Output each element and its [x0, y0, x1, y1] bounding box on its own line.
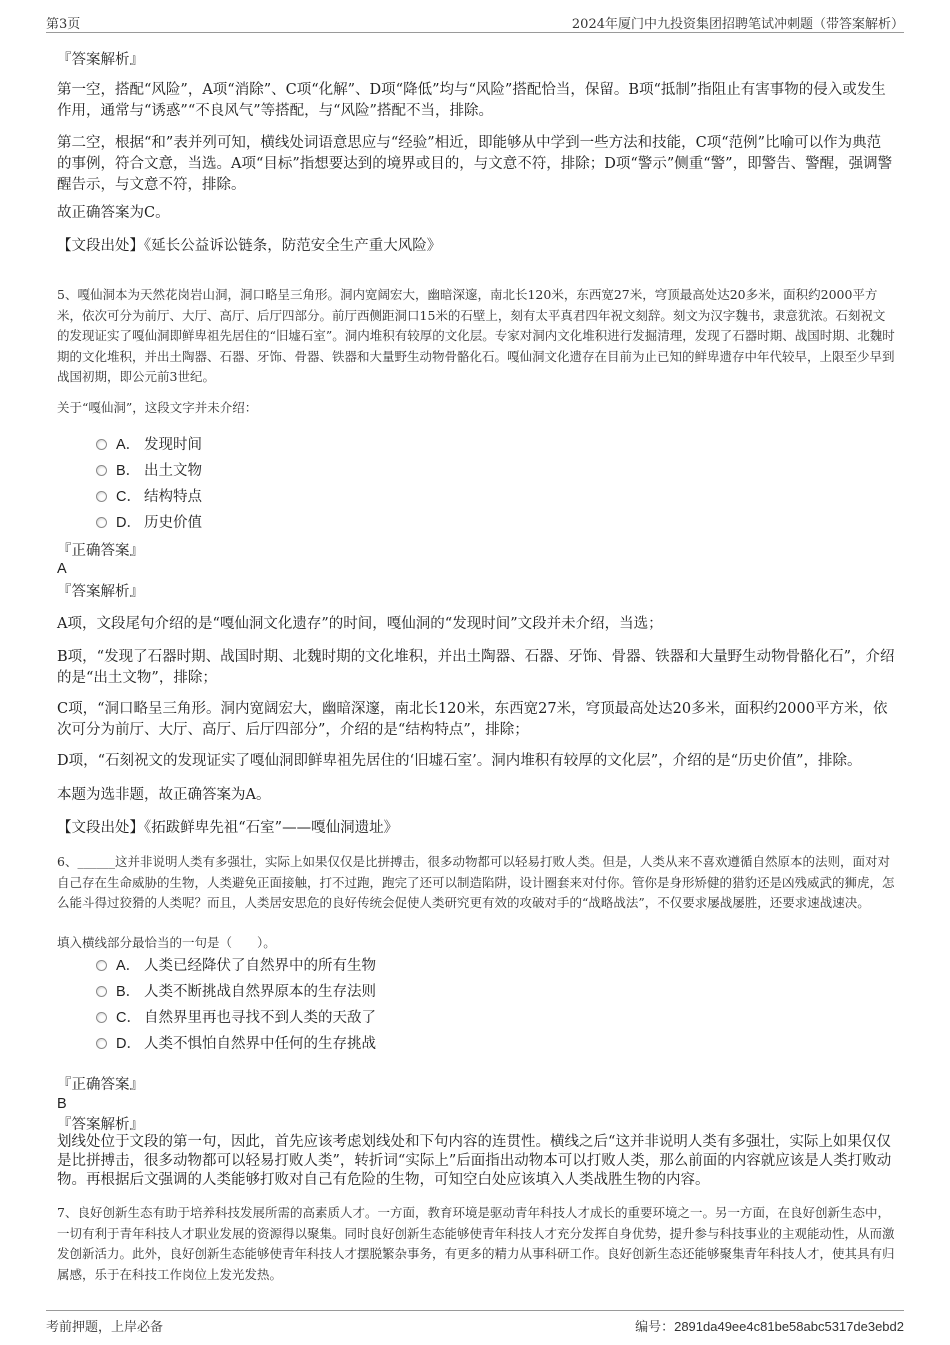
- q5-prompt: 关于“嘎仙洞”，这段文字并未介绍：: [57, 400, 258, 415]
- q6-option-b[interactable]: [96, 981, 376, 1003]
- option-text: 人类已经降伏了自然界中的所有生物: [144, 958, 376, 974]
- option-letter: C．: [116, 489, 141, 505]
- radio-icon[interactable]: [96, 960, 107, 971]
- q5-correct-answer: A: [57, 561, 67, 577]
- radio-icon[interactable]: [96, 1038, 107, 1049]
- document-id: 编号：2891da49ee4c81be58abc5317de3ebd2: [635, 1319, 904, 1334]
- footer-slogan: 考前押题，上岸必备: [46, 1320, 164, 1335]
- page-header: [46, 12, 904, 33]
- q4-analysis-para-2: 第二空，根据“和”表并列可知，横线处词语意思应与“经验”相近，即能够从中学到一些方法和技能，C项“范例”比喻可以作为典范的事例，符合文意，当选。A项“目标”指想要达到的境界或目的，与文意不符，排除；D项“警示”侧重“警”，即警告、警醒，强调警醒告示，与文意不符，排除。: [57, 135, 893, 193]
- q5-correct-label: 『正确答案』: [57, 543, 144, 559]
- radio-icon[interactable]: [96, 1012, 107, 1023]
- q5-option-c[interactable]: [96, 486, 202, 508]
- q6-option-a[interactable]: [96, 955, 376, 977]
- q4-analysis-para-1: 第一空，搭配“风险”，A项“消除”、C项“化解”、D项“降低”均与“风险”搭配恰当，保留。B项“抵制”指阻止有害事物的侵入或发生作用，通常与“诱惑”“不良风气”等搭配，与“风险”搭配不当，排除。: [57, 82, 886, 119]
- q6-option-d[interactable]: [96, 1033, 376, 1055]
- radio-icon[interactable]: [96, 517, 107, 528]
- option-letter: A．: [116, 958, 141, 974]
- q6-prompt: 填入横线部分最恰当的一句是（ ）。: [57, 935, 276, 950]
- document-title: 2024年厦门中九投资集团招聘笔试冲刺题（带答案解析）: [571, 17, 904, 32]
- radio-icon[interactable]: [96, 491, 107, 502]
- option-text: 历史价值: [144, 515, 202, 531]
- option-text: 出土文物: [144, 463, 202, 479]
- q5-analysis-d: D项，“石刻祝文的发现证实了嘎仙洞即鲜卑祖先居住的‘旧墟石室’。洞内堆积有较厚的文化层”，介绍的是“历史价值”，排除。: [57, 753, 862, 769]
- option-letter: A．: [116, 437, 141, 453]
- q4-analysis-label: 『答案解析』: [57, 52, 144, 68]
- q6-correct-label: 『正确答案』: [57, 1077, 144, 1093]
- q6-analysis: 划线处位于文段的第一句，因此，首先应该考虑划线处和下句内容的连贯性。横线之后“这并非说明人类有多强壮，实际上如果仅仅是比拼搏击，很多动物都可以轻易打败人类”，转折词“实际上”后面指出动物本可以打败人类，那么前面的内容就应该是人类打败动物。再根据后文强调的人类能够打败对自己有危险的生物，可知空白处应该填入人类战胜生物的内容。: [57, 1134, 892, 1188]
- q6-analysis-label: 『答案解析』: [57, 1117, 144, 1133]
- option-letter: B．: [116, 463, 141, 479]
- option-letter: D．: [116, 515, 141, 531]
- q5-stem: 5、嘎仙洞本为天然花岗岩山洞，洞口略呈三角形。洞内宽阔宏大，幽暗深邃，南北长120米，东西宽27米，穹顶最高处达20多米，面积约2000平方米，依次可分为前厅、大厅、高厅、后厅四部分。前厅西侧距洞口15米的石壁上，刻有太平真君四年祝文刻辞。刻文为汉字魏书，隶意犹浓。石刻祝文的发现证实了嘎仙洞即鲜卑祖先居住的“旧墟石室”。洞内堆积有较厚的文化层。专家对洞内文化堆积进行发掘清理，发现了石器时期、战国时期、北魏时期的文化堆积，并出土陶器、石器、牙饰、骨器、铁器和大量野生动物骨骼化石。嘎仙洞文化遗存在目前为止已知的鲜卑遗存中年代较早，上限至少早到战国初期，即公元前3世纪。: [57, 287, 895, 384]
- option-letter: D．: [116, 1036, 141, 1052]
- option-letter: B．: [116, 984, 141, 1000]
- radio-icon[interactable]: [96, 986, 107, 997]
- q6-correct-answer: B: [57, 1096, 67, 1112]
- q5-conclusion: 本题为选非题，故正确答案为A。: [57, 787, 271, 803]
- radio-icon[interactable]: [96, 439, 107, 450]
- q6-option-c[interactable]: [96, 1007, 376, 1029]
- q7-stem: 7、良好创新生态有助于培养科技发展所需的高素质人才。一方面，教育环境是驱动青年科技人才成长的重要环境之一。另一方面，在良好创新生态中，一切有利于青年科技人才职业发展的资源得以聚集。同时良好创新生态能够使青年科技人才充分发挥自身优势，提升参与科技事业的主观能动性，从而激发创新活力。此外，良好创新生态能够使青年科技人才摆脱繁杂事务，有更多的精力从事科研工作。良好创新生态还能够聚集青年科技人才，使其具有归属感，乐于在科技工作岗位上发光发热。: [57, 1205, 895, 1282]
- option-text: 自然界里再也寻找不到人类的天敌了: [144, 1010, 376, 1026]
- q6-stem: 6、______这并非说明人类有多强壮，实际上如果仅仅是比拼搏击，很多动物都可以轻易打败人类。但是，人类从来不喜欢遵循自然原本的法则，面对对自己存在生命威胁的生物，人类避免正面接触，打不过跑，跑完了还可以制造陷阱，设计圈套来对付你。管你是身形矫健的猎豹还是凶残威武的狮虎，怎么能斗得过狡猾的人类呢？而且，人类居安思危的良好传统会促使人类研究更有效的攻破对手的“战略战法”，不仅要求屡战屡胜，还要求速战速决。: [57, 854, 895, 910]
- q5-option-a[interactable]: [96, 434, 202, 456]
- option-text: 人类不惧怕自然界中任何的生存挑战: [144, 1036, 376, 1052]
- q5-analysis-a: A项，文段尾句介绍的是“嘎仙洞文化遗存”的时间，嘎仙洞的“发现时间”文段并未介绍，当选；: [57, 616, 663, 632]
- radio-icon[interactable]: [96, 465, 107, 476]
- q5-source: 【文段出处】《拓跋鲜卑先祖“石室”——嘎仙洞遗址》: [57, 820, 399, 836]
- page-number: 第3页: [46, 17, 81, 32]
- q5-option-b[interactable]: [96, 460, 202, 482]
- q4-source: 【文段出处】《延长公益诉讼链条，防范安全生产重大风险》: [57, 238, 442, 254]
- q5-option-d[interactable]: [96, 512, 202, 534]
- option-text: 结构特点: [144, 489, 202, 505]
- q4-conclusion: 故正确答案为C。: [57, 205, 170, 221]
- page-footer: [46, 1310, 904, 1335]
- option-text: 人类不断挑战自然界原本的生存法则: [144, 984, 376, 1000]
- q5-analysis-c: C项，“洞口略呈三角形。洞内宽阔宏大，幽暗深邃，南北长120米，东西宽27米，穹顶最高处达20多米，面积约2000平方米，依次可分为前厅、大厅、高厅、后厅四部分”，介绍的是“结构特点”，排除；: [57, 701, 888, 738]
- q5-analysis-b: B项，“发现了石器时期、战国时期、北魏时期的文化堆积，并出土陶器、石器、牙饰、骨器、铁器和大量野生动物骨骼化石”，介绍的是“出土文物”，排除；: [57, 649, 895, 686]
- q5-analysis-label: 『答案解析』: [57, 584, 144, 600]
- option-text: 发现时间: [144, 437, 202, 453]
- option-letter: C．: [116, 1010, 141, 1026]
